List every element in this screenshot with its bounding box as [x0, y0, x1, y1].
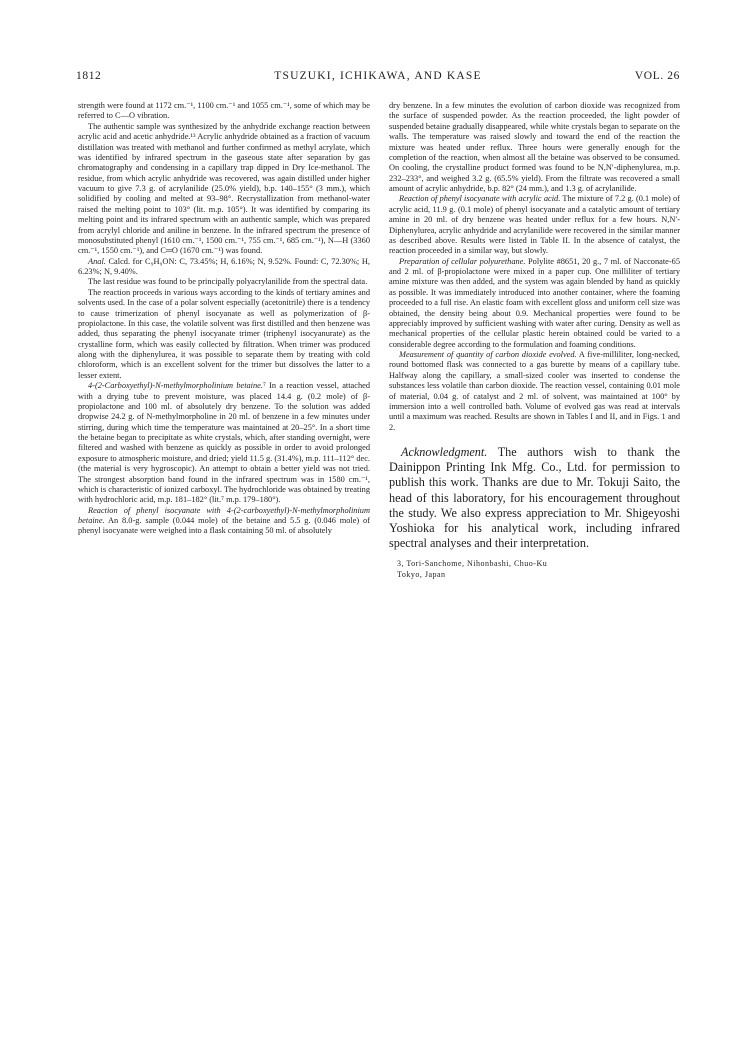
author-address	[389, 559, 680, 580]
acknowledgment-text: The authors wish to thank the Dainippon Printing Ink Mfg. Co., Ltd. for permission to publish this work. Thanks are due to Mr. Tokuji Saito, the head of this laboratory, for his encouragement throughout the study. We also express appreciation to Mr. Shigeyoshi Yoshioka for his analytical work, including infrared spectral analyses and their interpretation.	[389, 445, 680, 551]
acknowledgment-heading: Acknowledgment.	[401, 445, 488, 459]
acknowledgment-section	[389, 445, 680, 551]
italic-run: 4-(2-Carboxyethyl)-N-methylmorpholinium betaine.	[88, 381, 263, 391]
text-run: The authentic sample was synthesized by the anhydride exchange reaction between acrylic acid and acetic anhydride.¹³ Acrylic anhydride obtained as a fraction of vacuum distillation was treated with methanol and further confirmed as methyl acrylate, which was identified by infrared spectrum in the gaseous state after separation by gas chromatography and condensing in a capillary trap dipped in Dry Ice-methanol. The residue, from which acrylic anhydride was recovered, was again distilled under higher vacuum to give 7.3 g. of acrylanilide (25.0% yield), b.p. 140–155° (3 mm.), which solidified by cooling and melted at 93–98°. Recrystallization from methanol-water raised the melting point to 103° (lit. m.p. 105°). It was identified by comparing its melting point and its infrared spectrum with an authentic sample, which was prepared from acrylyl chloride and aniline in benzene. In the infrared spectrum the presence of monosubstituted phenyl (1610 cm.⁻¹, 1500 cm.⁻¹, 755 cm.⁻¹, 685 cm.⁻¹), N—H (3360 cm.⁻¹, 1550 cm.⁻¹), and C═O (1670 cm.⁻¹) was found.	[78, 121, 370, 256]
volume-label: VOL. 26	[634, 70, 680, 82]
body-paragraph	[78, 506, 370, 537]
text-run: An 8.0-g. sample (0.044 mole) of the betaine and 5.5 g. (0.046 mole) of phenyl isocyanate were weighed into a flask containing 50 ml. of absolutely	[78, 516, 370, 536]
italic-run: Anal.	[88, 256, 106, 266]
body-paragraph	[389, 257, 680, 350]
acknowledgment-paragraph	[389, 445, 680, 551]
text-run: The reaction proceeds in various ways according to the kinds of tertiary amines and solvents used. In the case of a polar solvent especially (acetonitrile) there is a tendency to cause trimerization of phenyl isocyanate as well as polymerization of β-propiolactone. In this case, the volatile solvent was first distilled and then benzene was added, thus separating the phenyl isocyanate trimer (triphenyl isocyanurate) as the crystalline form, which was easily collected by filtration. When trimer was produced along with the diphenylurea, it was possible to separate them by treating with cold chloroform, which is an excellent solvent for the trimer but dissolves the latter to a lesser extent.	[78, 287, 370, 380]
body-paragraph	[78, 277, 370, 287]
body-paragraph	[78, 288, 370, 381]
italic-run: Reaction of phenyl isocyanate with acrylic acid.	[399, 194, 561, 204]
text-run: dry benzene. In a few minutes the evolution of carbon dioxide was recognized from the surface of suspended powder. As the reaction proceeded, the light powder of suspended betaine gradually disappeared, while white crystals began to separate on the walls. The temperature was raised slowly and toward the end of the reaction the mixture was heated under reflux. Three hours were generally enough for the completion of the reaction, when almost all the betaine was observed to be consumed. On cooling, the crystalline product formed was found to be N,N′-diphenylurea, m.p. 232–233°, and weighed 3.2 g. (65.5% yield). From the filtrate was recovered a small amount of acrylic anhydride, b.p. 82° (24 mm.), and 1.3 g. of acrylanilide.	[389, 101, 680, 193]
italic-run: Measurement of quantity of carbon dioxide evolved.	[399, 350, 577, 359]
italic-run: Reaction of phenyl isocyanate with 4-(2-carboxyethyl)-N-methylmorpholinium betaine.	[78, 505, 370, 525]
body-paragraph	[78, 122, 370, 257]
body-paragraph	[78, 381, 370, 506]
text-run: The last residue was found to be principally polyacrylanilide from the spectral data.	[88, 277, 368, 287]
address-line-2: Tokyo, Japan	[397, 569, 446, 579]
text-run: The mixture of 7.2 g. (0.1 mole) of acrylic acid, 11.9 g. (0.1 mole) of phenyl isocyanate and a catalytic amount of tertiary amine in 20 ml. of dry benzene was heated under reflux for a few hours. N,N′-Diphenylurea, acrylic anhydride and acrylanilide were recovered in the similar manner as described above. Results were listed in Table II. In the absence of catalyst, the reaction proceeded in a similar way, but slowly.	[389, 194, 680, 256]
body-paragraph	[389, 194, 680, 256]
text-run: A five-milliliter, long-necked, round bottomed flask was connected to a gas burette by means of a capillary tube. Halfway along the capillary, a small-sized cooler was inserted to condense the substances less volatile than carbon dioxide. The reaction vessel, containing 0.01 mole of material, 0.04 g. of catalyst and 2 ml. of solvent, was maintained at 100° by immersion into a well controlled bath. Volume of evolved gas was read at intervals until a maximum was reached. Results are shown in Tables I and II, and in Figs. 1 and 2.	[389, 350, 680, 432]
italic-run: Preparation of cellular polyurethane.	[399, 256, 526, 266]
body-paragraph	[78, 101, 370, 122]
address-line-1: 3, Tori-Sanchome, Nihonbashi, Chuo-Ku	[397, 559, 548, 569]
text-run: Polylite #8651, 20 g., 7 ml. of Nacconate-65 and 2 ml. of β-propiolactone were mixed in a paper cup. One milliliter of tertiary amine mixture was then added, and the system was again blended by hand as quickly as possible. It was immediately introduced into another container, where the foaming proceeded to a full rise. An elastic foam with excellent gloss and uniform cell size was obtained, the density being about 0.9. Mechanical properties were found to be appreciably improved by sufficient washing with water after curing. Density as well as mechanical properties of the cellular plastic herein obtained could be varied to a considerable degree according to the formulation and foaming conditions.	[389, 256, 680, 349]
body-paragraph	[389, 101, 680, 194]
running-header	[76, 70, 680, 86]
running-authors: TSUZUKI, ICHIKAWA, AND KASE	[274, 70, 482, 82]
body-paragraph	[78, 257, 370, 278]
text-run: ⁷ In a reaction vessel, attached with a drying tube to prevent moisture, was placed 14.4 g. (0.2 mole) of β-propiolactone and 100 ml. of absolutely dry benzene. To the solution was added dropwise 24.2 g. of N-methylmorpholine in 20 ml. of benzene in a few minutes under stirring, during which time the temperature was maintained at 20–25°. In a short time the betaine began to precipitate as white crystals, which, after standing overnight, were filtered and washed with benzene as quickly as possible in order to avoid prolonged exposure to atmospheric moisture, and dried; yield 11.5 g. (31.4%), m.p. 111–112° dec. (the material is very hygroscopic). An attempt to obtain a better yield was not tried. The strongest absorption band found in the infrared spectrum was in 1580 cm.⁻¹, which is characteristic of ionized carboxyl. The hydrochloride was obtained by treating with hydrochloric acid, m.p. 181–182° (lit.⁷ m.p. 179–180°).	[78, 381, 370, 505]
text-run: strength were found at 1172 cm.⁻¹, 1100 cm.⁻¹ and 1055 cm.⁻¹, some of which may be referred to C—O vibration.	[78, 101, 370, 121]
left-column	[78, 101, 370, 537]
page-number: 1812	[76, 70, 102, 82]
text-run: Calcd. for C₉H₉ON: C, 73.45%; H, 6.16%; N, 9.52%. Found: C, 72.30%; H, 6.23%; N, 9.40%.	[78, 256, 370, 276]
right-column-body	[389, 101, 680, 433]
right-column	[389, 101, 680, 580]
body-paragraph	[389, 350, 680, 433]
